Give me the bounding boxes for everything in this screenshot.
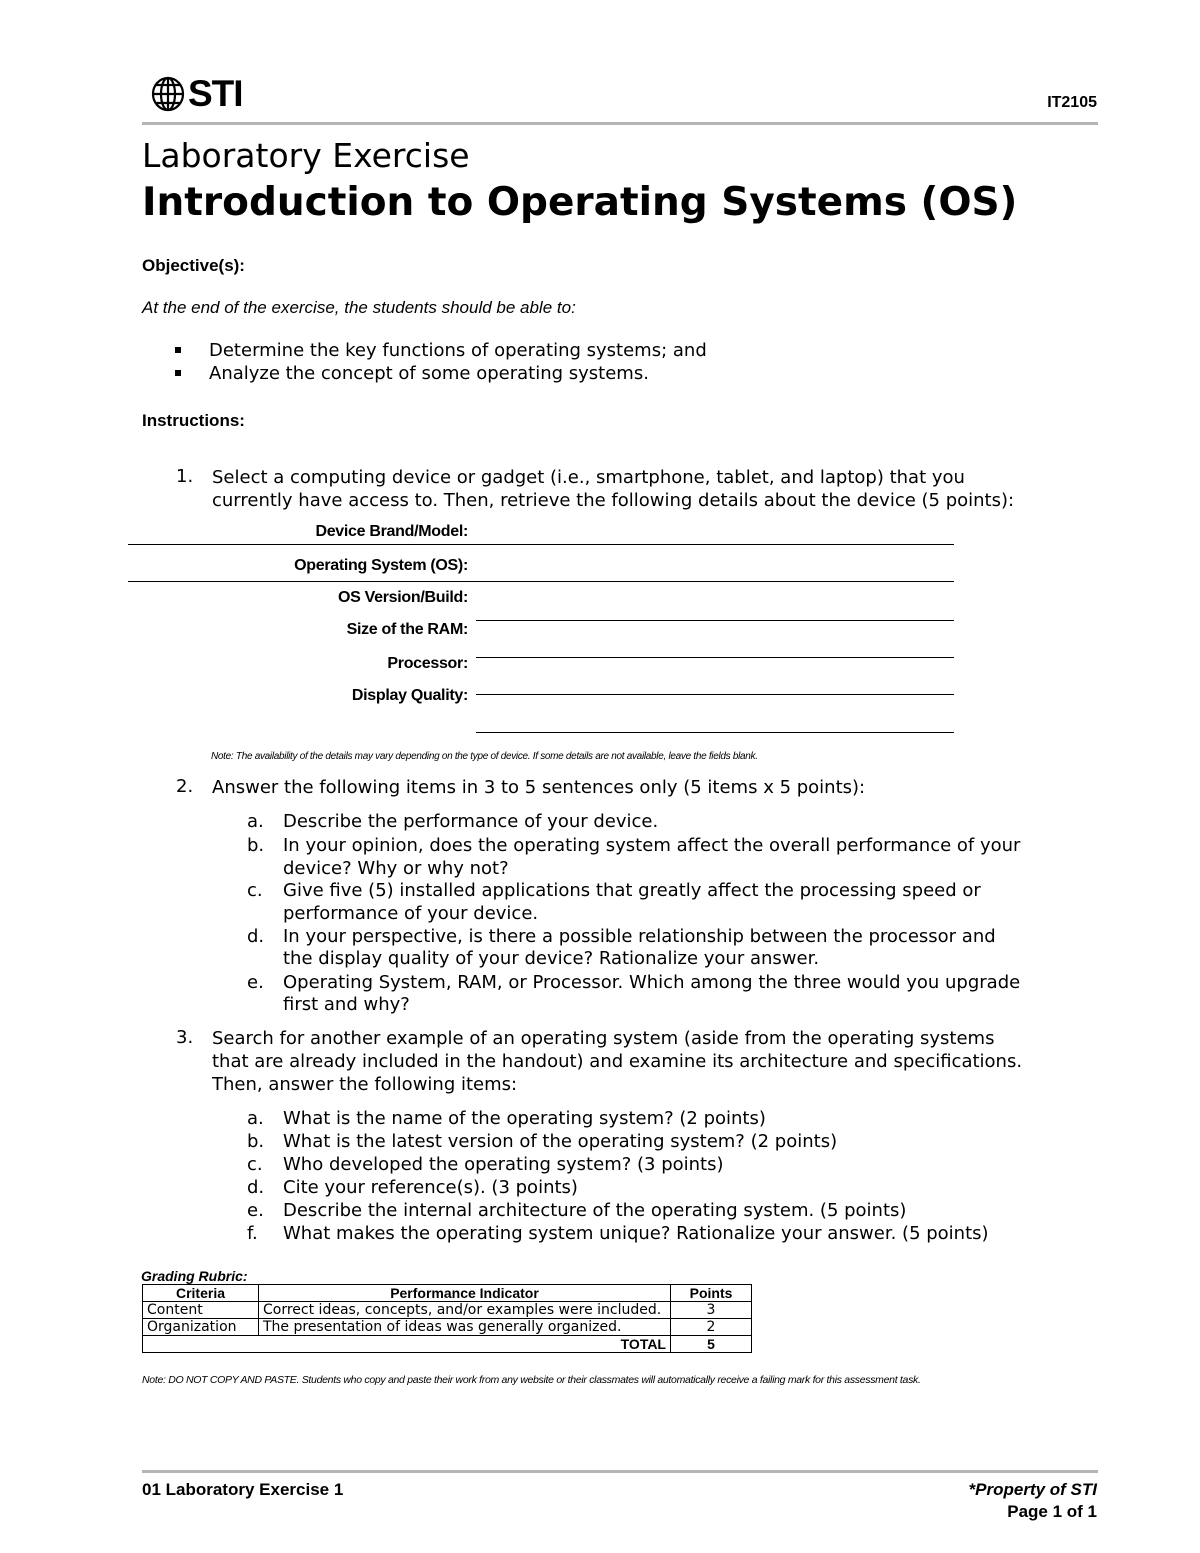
table-header-row bbox=[143, 1285, 752, 1302]
bullet-icon bbox=[175, 370, 181, 376]
rubric-note: Note: DO NOT COPY AND PASTE. Students who copy and paste their work from any website or their classmates will automatically receive a failing mark for this assessment task. bbox=[142, 1374, 921, 1386]
item-2-text: Answer the following items in 3 to 5 sentences only (5 items x 5 points): bbox=[212, 777, 866, 798]
field-label-os: Operating System (OS): bbox=[294, 557, 468, 574]
column-header-indicator: Performance Indicator bbox=[259, 1285, 671, 1302]
rubric-label: Grading Rubric: bbox=[141, 1268, 248, 1284]
field-line bbox=[128, 544, 954, 545]
item-3-line-3: Then, answer the following items: bbox=[212, 1074, 518, 1095]
footer-document-name: 01 Laboratory Exercise 1 bbox=[142, 1480, 344, 1499]
column-header-points: Points bbox=[671, 1285, 752, 1302]
field-line bbox=[476, 620, 954, 621]
field-label-os-version: OS Version/Build: bbox=[337, 589, 468, 606]
total-label: TOTAL bbox=[143, 1336, 671, 1353]
item-3-line-1: Search for another example of an operating system (aside from the operating systems bbox=[212, 1028, 995, 1049]
criteria-cell: Content bbox=[143, 1302, 259, 1319]
bullet-icon bbox=[175, 347, 181, 353]
table-row bbox=[143, 1302, 752, 1319]
globe-icon bbox=[150, 74, 186, 114]
objectives-intro: At the end of the exercise, the students should be able to: bbox=[142, 298, 576, 317]
item-3-line-2: that are already included in the handout) and examine its architecture and specifications. bbox=[212, 1051, 1023, 1072]
item-1-line-2: currently have access to. Then, retrieve the following details about the device (5 points): bbox=[212, 490, 1015, 511]
details-note: Note: The availability of the details may vary depending on the type of device. If some details are not available, leave the fields blank. bbox=[211, 751, 758, 762]
document-type: Laboratory Exercise bbox=[142, 136, 470, 175]
points-cell: 3 bbox=[671, 1302, 752, 1319]
course-code: IT2105 bbox=[1047, 94, 1097, 111]
field-label-device-brand: Device Brand/Model: bbox=[315, 523, 468, 540]
sti-logo bbox=[150, 74, 243, 114]
instructions-label: Instructions: bbox=[142, 411, 245, 430]
column-header-criteria: Criteria bbox=[143, 1285, 259, 1302]
page-title: Introduction to Operating Systems (OS) bbox=[142, 180, 1018, 225]
item-number: 1. bbox=[176, 466, 194, 487]
field-label-ram: Size of the RAM: bbox=[346, 621, 468, 638]
total-row bbox=[143, 1336, 752, 1353]
page-number: Page 1 of 1 bbox=[1007, 1502, 1097, 1521]
total-value: 5 bbox=[671, 1336, 752, 1353]
field-label-display: Display Quality: bbox=[351, 687, 468, 704]
header-divider bbox=[142, 122, 1098, 125]
objective-item: Analyze the concept of some operating systems. bbox=[175, 363, 649, 384]
field-label-processor: Processor: bbox=[387, 655, 468, 672]
objectives-label: Objective(s): bbox=[142, 256, 245, 275]
item-1-line-1: Select a computing device or gadget (i.e., smartphone, tablet, and laptop) that you bbox=[212, 467, 965, 488]
indicator-cell: Correct ideas, concepts, and/or examples were included. bbox=[259, 1302, 671, 1319]
rubric-table bbox=[142, 1284, 752, 1353]
criteria-cell: Organization bbox=[143, 1319, 259, 1336]
field-line bbox=[476, 694, 954, 695]
footer-property: *Property of STI bbox=[968, 1480, 1097, 1499]
item-number: 2. bbox=[176, 776, 194, 797]
indicator-cell: The presentation of ideas was generally organized. bbox=[259, 1319, 671, 1336]
points-cell: 2 bbox=[671, 1319, 752, 1336]
field-line bbox=[476, 657, 954, 658]
logo-text: STI bbox=[188, 73, 243, 114]
footer-divider bbox=[142, 1470, 1098, 1473]
field-line bbox=[128, 581, 954, 582]
objective-item: Determine the key functions of operating systems; and bbox=[175, 340, 707, 361]
item-number: 3. bbox=[176, 1027, 194, 1048]
table-row bbox=[143, 1319, 752, 1336]
field-line bbox=[476, 732, 954, 733]
